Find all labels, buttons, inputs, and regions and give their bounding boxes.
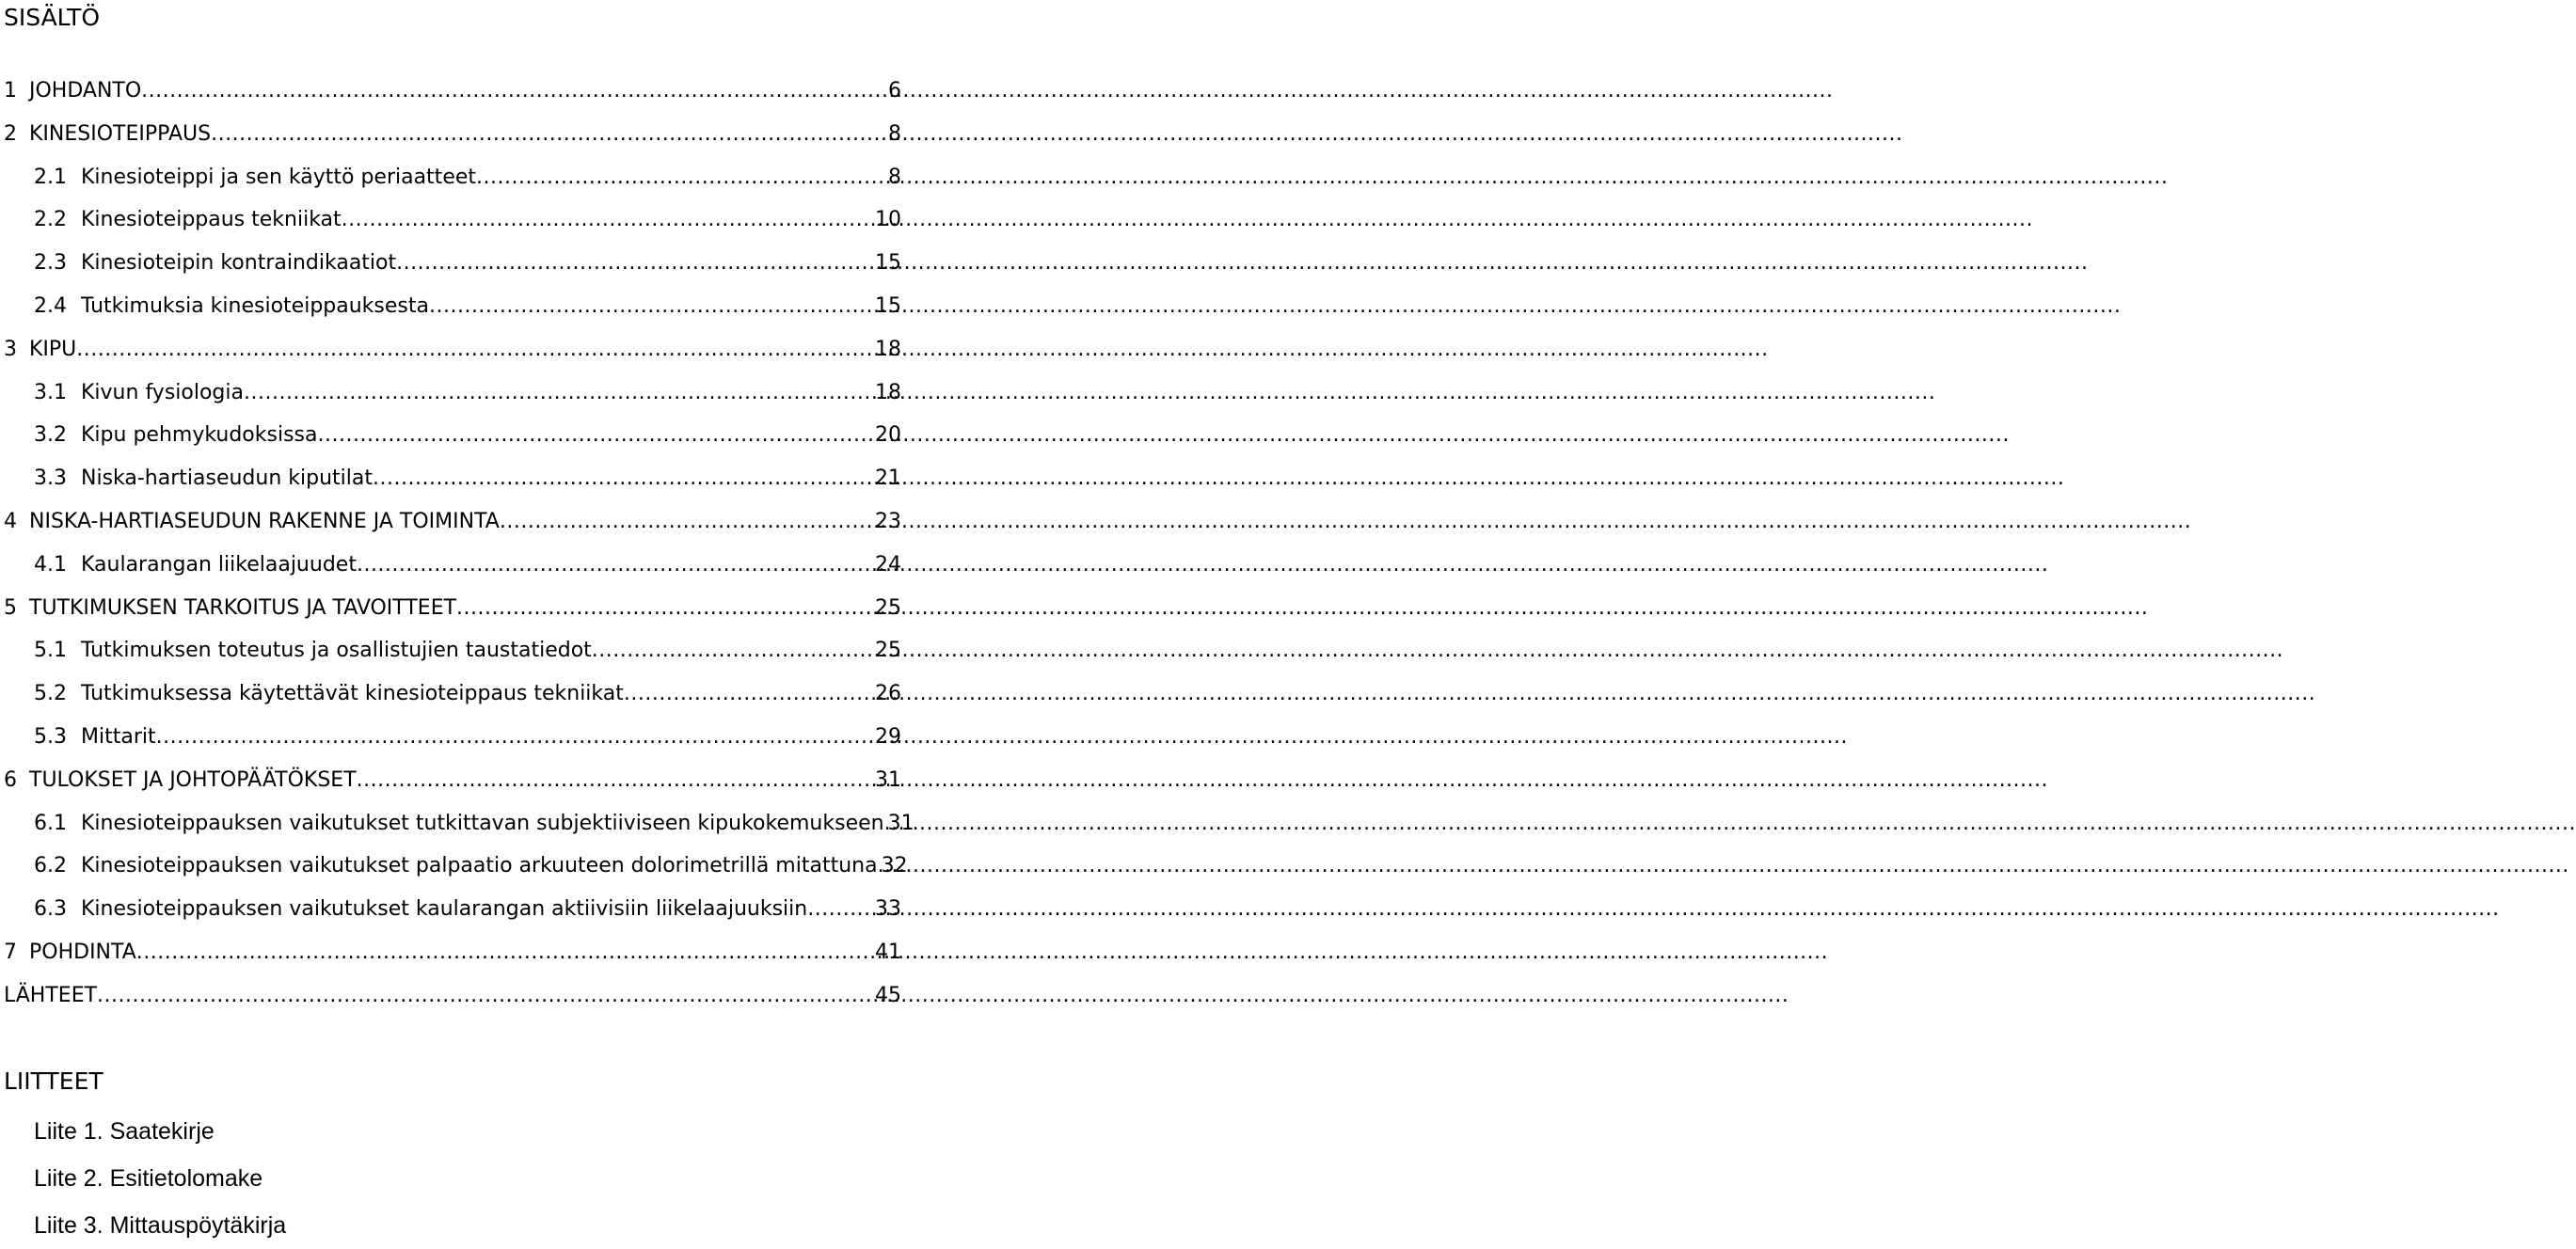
toc-entry-page: 15 — [875, 293, 901, 318]
dot-leader — [456, 587, 871, 630]
toc-entry-number: 6.1 — [34, 811, 67, 835]
toc-entry[interactable] — [0, 672, 903, 716]
toc-entry-page: 15 — [875, 251, 901, 276]
toc-entry-number: 2.2 — [34, 208, 67, 232]
toc-entry[interactable] — [0, 716, 903, 759]
toc-entry-title: Kinesioteippauksen vaikutukset tutkittavan subjektiiviseen kipukokemukseen — [81, 811, 884, 835]
toc-entry-page: 25 — [875, 639, 901, 663]
toc-entry-title: Kinesioteippauksen vaikutukset palpaatio arkuuteen dolorimetrillä mitattuna — [81, 854, 878, 878]
toc-entry-title: TULOKSET JA JOHTOPÄÄTÖKSET — [29, 767, 357, 792]
toc-entry-page: 8 — [888, 121, 901, 146]
toc-entry-page: 32 — [881, 854, 908, 878]
toc-entry-number: 6 — [4, 767, 17, 792]
toc-entry-page: 21 — [875, 466, 901, 491]
toc-entry-number: 3.2 — [34, 423, 67, 448]
toc-entry-number: 3.1 — [34, 380, 67, 404]
toc-entry[interactable] — [0, 70, 903, 113]
toc-entry[interactable] — [0, 156, 903, 199]
toc-entry-title: JOHDANTO — [29, 79, 142, 103]
toc-entry-page: 8 — [888, 165, 901, 189]
toc-entry-page: 20 — [875, 423, 901, 448]
toc-entry[interactable] — [0, 759, 903, 802]
toc-entry-number: 6.3 — [34, 897, 67, 922]
toc-entry[interactable] — [0, 587, 903, 630]
dot-leader — [429, 285, 871, 328]
toc-entry[interactable] — [0, 845, 908, 888]
toc-entry-number: 2.1 — [34, 165, 67, 189]
toc-entry-page: 26 — [875, 682, 901, 706]
dot-leader — [97, 974, 871, 1018]
toc-entry-page: 41 — [875, 940, 901, 964]
appendix-item: Liite 2. Esitietolomake — [34, 1165, 263, 1192]
dot-leader — [357, 759, 871, 802]
toc-entry-number: 5.1 — [34, 639, 67, 663]
dot-leader — [76, 328, 871, 372]
toc-entry-title: NISKA-HARTIASEUDUN RAKENNE JA TOIMINTA — [29, 509, 500, 533]
toc-entry[interactable] — [0, 242, 903, 285]
dot-leader — [592, 629, 871, 672]
dot-leader — [244, 372, 871, 415]
toc-entry[interactable] — [0, 113, 903, 156]
appendix-item: Liite 3. Mittauspöytäkirja — [34, 1212, 287, 1239]
toc-entry-number: 3 — [4, 337, 17, 361]
toc-entry-page: 29 — [875, 724, 901, 749]
toc-entry-page: 33 — [875, 897, 901, 922]
toc-entry[interactable] — [0, 931, 903, 974]
toc-entry-page: 45 — [875, 983, 901, 1007]
toc-entry[interactable] — [0, 500, 903, 544]
dot-leader — [318, 414, 872, 457]
toc-entry-page: 23 — [875, 509, 901, 533]
toc-entry-number: 7 — [4, 940, 17, 964]
toc-entry[interactable] — [0, 285, 903, 328]
dot-leader — [624, 672, 871, 716]
toc-entry-title: Tutkimuksessa käytettävät kinesioteippaus tekniikat — [81, 682, 624, 706]
toc-entry-title: KINESIOTEIPPAUS — [29, 121, 212, 146]
toc-entry-number: 6.2 — [34, 854, 67, 878]
toc-entry-title: Kipu pehmykudoksissa — [81, 423, 318, 448]
toc-entry[interactable] — [0, 544, 903, 587]
dot-leader — [807, 888, 871, 931]
toc-entry-page: 31 — [875, 767, 901, 792]
toc-entry-page: 31 — [887, 811, 914, 835]
toc-entry-number: 5.3 — [34, 724, 67, 749]
toc-entry[interactable] — [0, 888, 903, 931]
toc-entry[interactable] — [0, 974, 903, 1018]
toc-entry[interactable] — [0, 802, 914, 846]
dot-leader — [396, 242, 871, 285]
toc-entry-number: 2.3 — [34, 251, 67, 276]
toc-entry-title: Mittarit — [81, 724, 156, 749]
dot-leader — [476, 156, 884, 199]
toc-entry-title: POHDINTA — [29, 940, 136, 964]
toc-entry[interactable] — [0, 457, 903, 500]
dot-leader — [211, 113, 884, 156]
toc-entry-title: Kinesioteippi ja sen käyttö periaatteet — [81, 165, 477, 189]
dot-leader — [141, 70, 884, 113]
toc-entry-title: LÄHTEET — [4, 983, 98, 1007]
toc-entry-title: TUTKIMUKSEN TARKOITUS JA TAVOITTEET — [29, 595, 457, 620]
dot-leader — [500, 500, 871, 544]
toc-entry-number: 2.4 — [34, 293, 67, 318]
toc-entry-number: 5 — [4, 595, 17, 620]
toc-entry-title: Kinesioteippauksen vaikutukset kaularangan aktiivisiin liikelaajuuksiin — [81, 897, 808, 922]
toc-entry-title: Kinesioteippaus tekniikat — [81, 208, 342, 232]
toc-entry-title: Kaularangan liikelaajuudet — [81, 552, 357, 577]
toc-entry-page: 25 — [875, 595, 901, 620]
toc-entry-number: 2 — [4, 121, 17, 146]
toc-entry[interactable] — [0, 328, 903, 372]
toc-entry-page: 18 — [875, 337, 901, 361]
appendices-heading: LIITTEET — [4, 1067, 103, 1095]
appendices-list — [34, 1108, 286, 1249]
toc-entry-title: Kinesioteipin kontraindikaatiot — [81, 251, 397, 276]
toc-entry-page: 10 — [875, 208, 901, 232]
toc-entry[interactable] — [0, 372, 903, 415]
toc-entry-title: KIPU — [29, 337, 77, 361]
toc-heading: SISÄLTÖ — [4, 4, 101, 31]
toc-entry-title: Tutkimuksia kinesioteippauksesta — [81, 293, 429, 318]
toc-entry-number: 4.1 — [34, 552, 67, 577]
toc-entry-title: Niska-hartiaseudun kiputilat — [81, 466, 373, 491]
dot-leader — [357, 544, 871, 587]
toc-entry[interactable] — [0, 629, 903, 672]
dot-leader — [136, 931, 871, 974]
toc-entry[interactable] — [0, 198, 903, 242]
toc-entry-page: 6 — [888, 79, 901, 103]
toc-entry-number: 4 — [4, 509, 17, 533]
toc-entry-title: Tutkimuksen toteutus ja osallistujien taustatiedot — [81, 639, 592, 663]
toc-entry-title: Kivun fysiologia — [81, 380, 244, 404]
toc-entry-number: 3.3 — [34, 466, 67, 491]
table-of-contents — [0, 70, 914, 1018]
toc-entry-page: 18 — [875, 380, 901, 404]
toc-entry-number: 1 — [4, 79, 17, 103]
appendix-item: Liite 1. Saatekirje — [34, 1118, 215, 1145]
dot-leader — [373, 457, 871, 500]
dot-leader — [156, 716, 871, 759]
toc-entry-page: 24 — [875, 552, 901, 577]
toc-entry-number: 5.2 — [34, 682, 67, 706]
toc-entry[interactable] — [0, 414, 903, 457]
dot-leader — [342, 198, 871, 242]
